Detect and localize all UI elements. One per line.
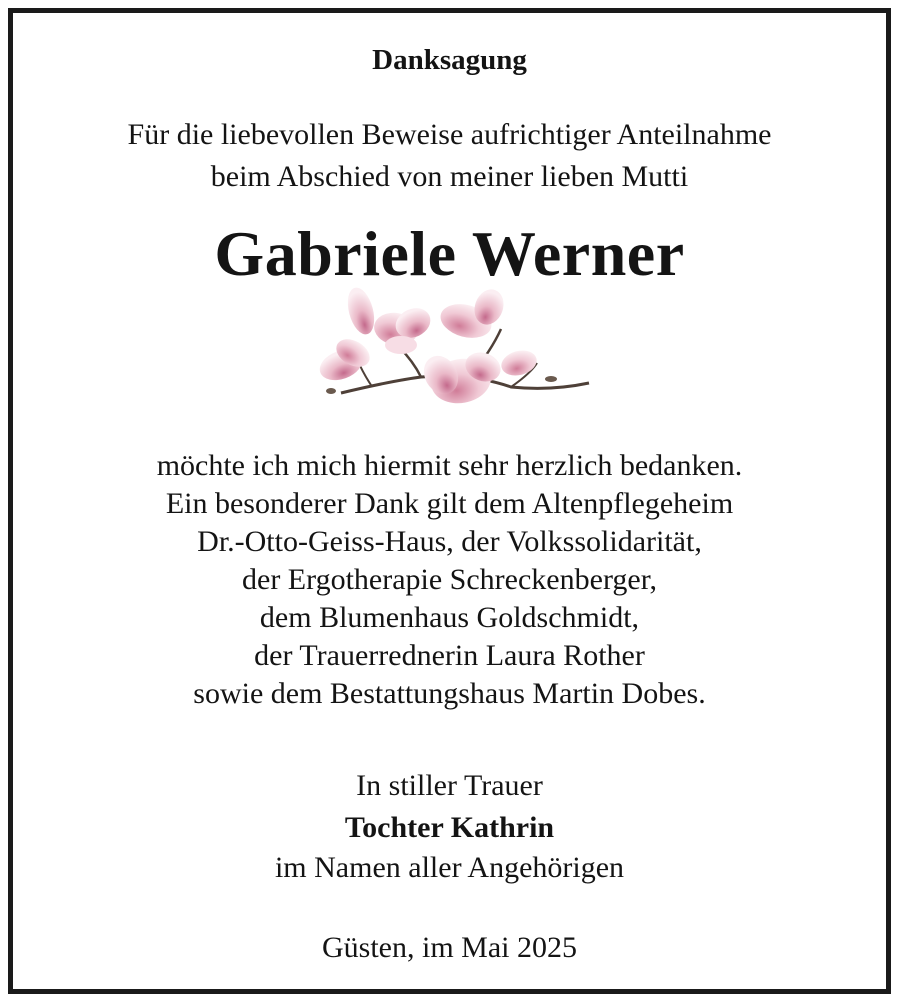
body-line-3: Dr.-Otto-Geiss-Haus, der Volkssolidarität, [197,525,702,558]
relatives-line: im Namen aller Angehörigen [274,851,625,884]
body-line-7: sowie dem Bestattungshaus Martin Dobes. [193,677,706,710]
body-line-5: dem Blumenhaus Goldschmidt, [259,601,640,634]
intro-line-2: beim Abschied von meiner lieben Mutti [210,160,689,193]
notice-title: Danksagung [372,44,527,76]
body-line-4: der Ergotherapie Schreckenberger, [242,563,657,596]
obituary-notice-frame [8,8,891,994]
deceased-name: Gabriele Werner [214,218,685,289]
closing-phrase: In stiller Trauer [356,769,543,802]
place-date: Güsten, im Mai 2025 [322,931,577,964]
intro-line-1: Für die liebevollen Beweise aufrichtiger Anteilnahme [127,118,772,151]
body-line-2: Ein besonderer Dank gilt dem Altenpflegeheim [165,487,734,520]
body-line-6: der Trauerrednerin Laura Rother [254,639,645,672]
signer-name: Tochter Kathrin [344,811,555,844]
magnolia-branch-image [301,281,591,421]
body-line-1: möchte ich mich hiermit sehr herzlich bedanken. [156,449,743,482]
